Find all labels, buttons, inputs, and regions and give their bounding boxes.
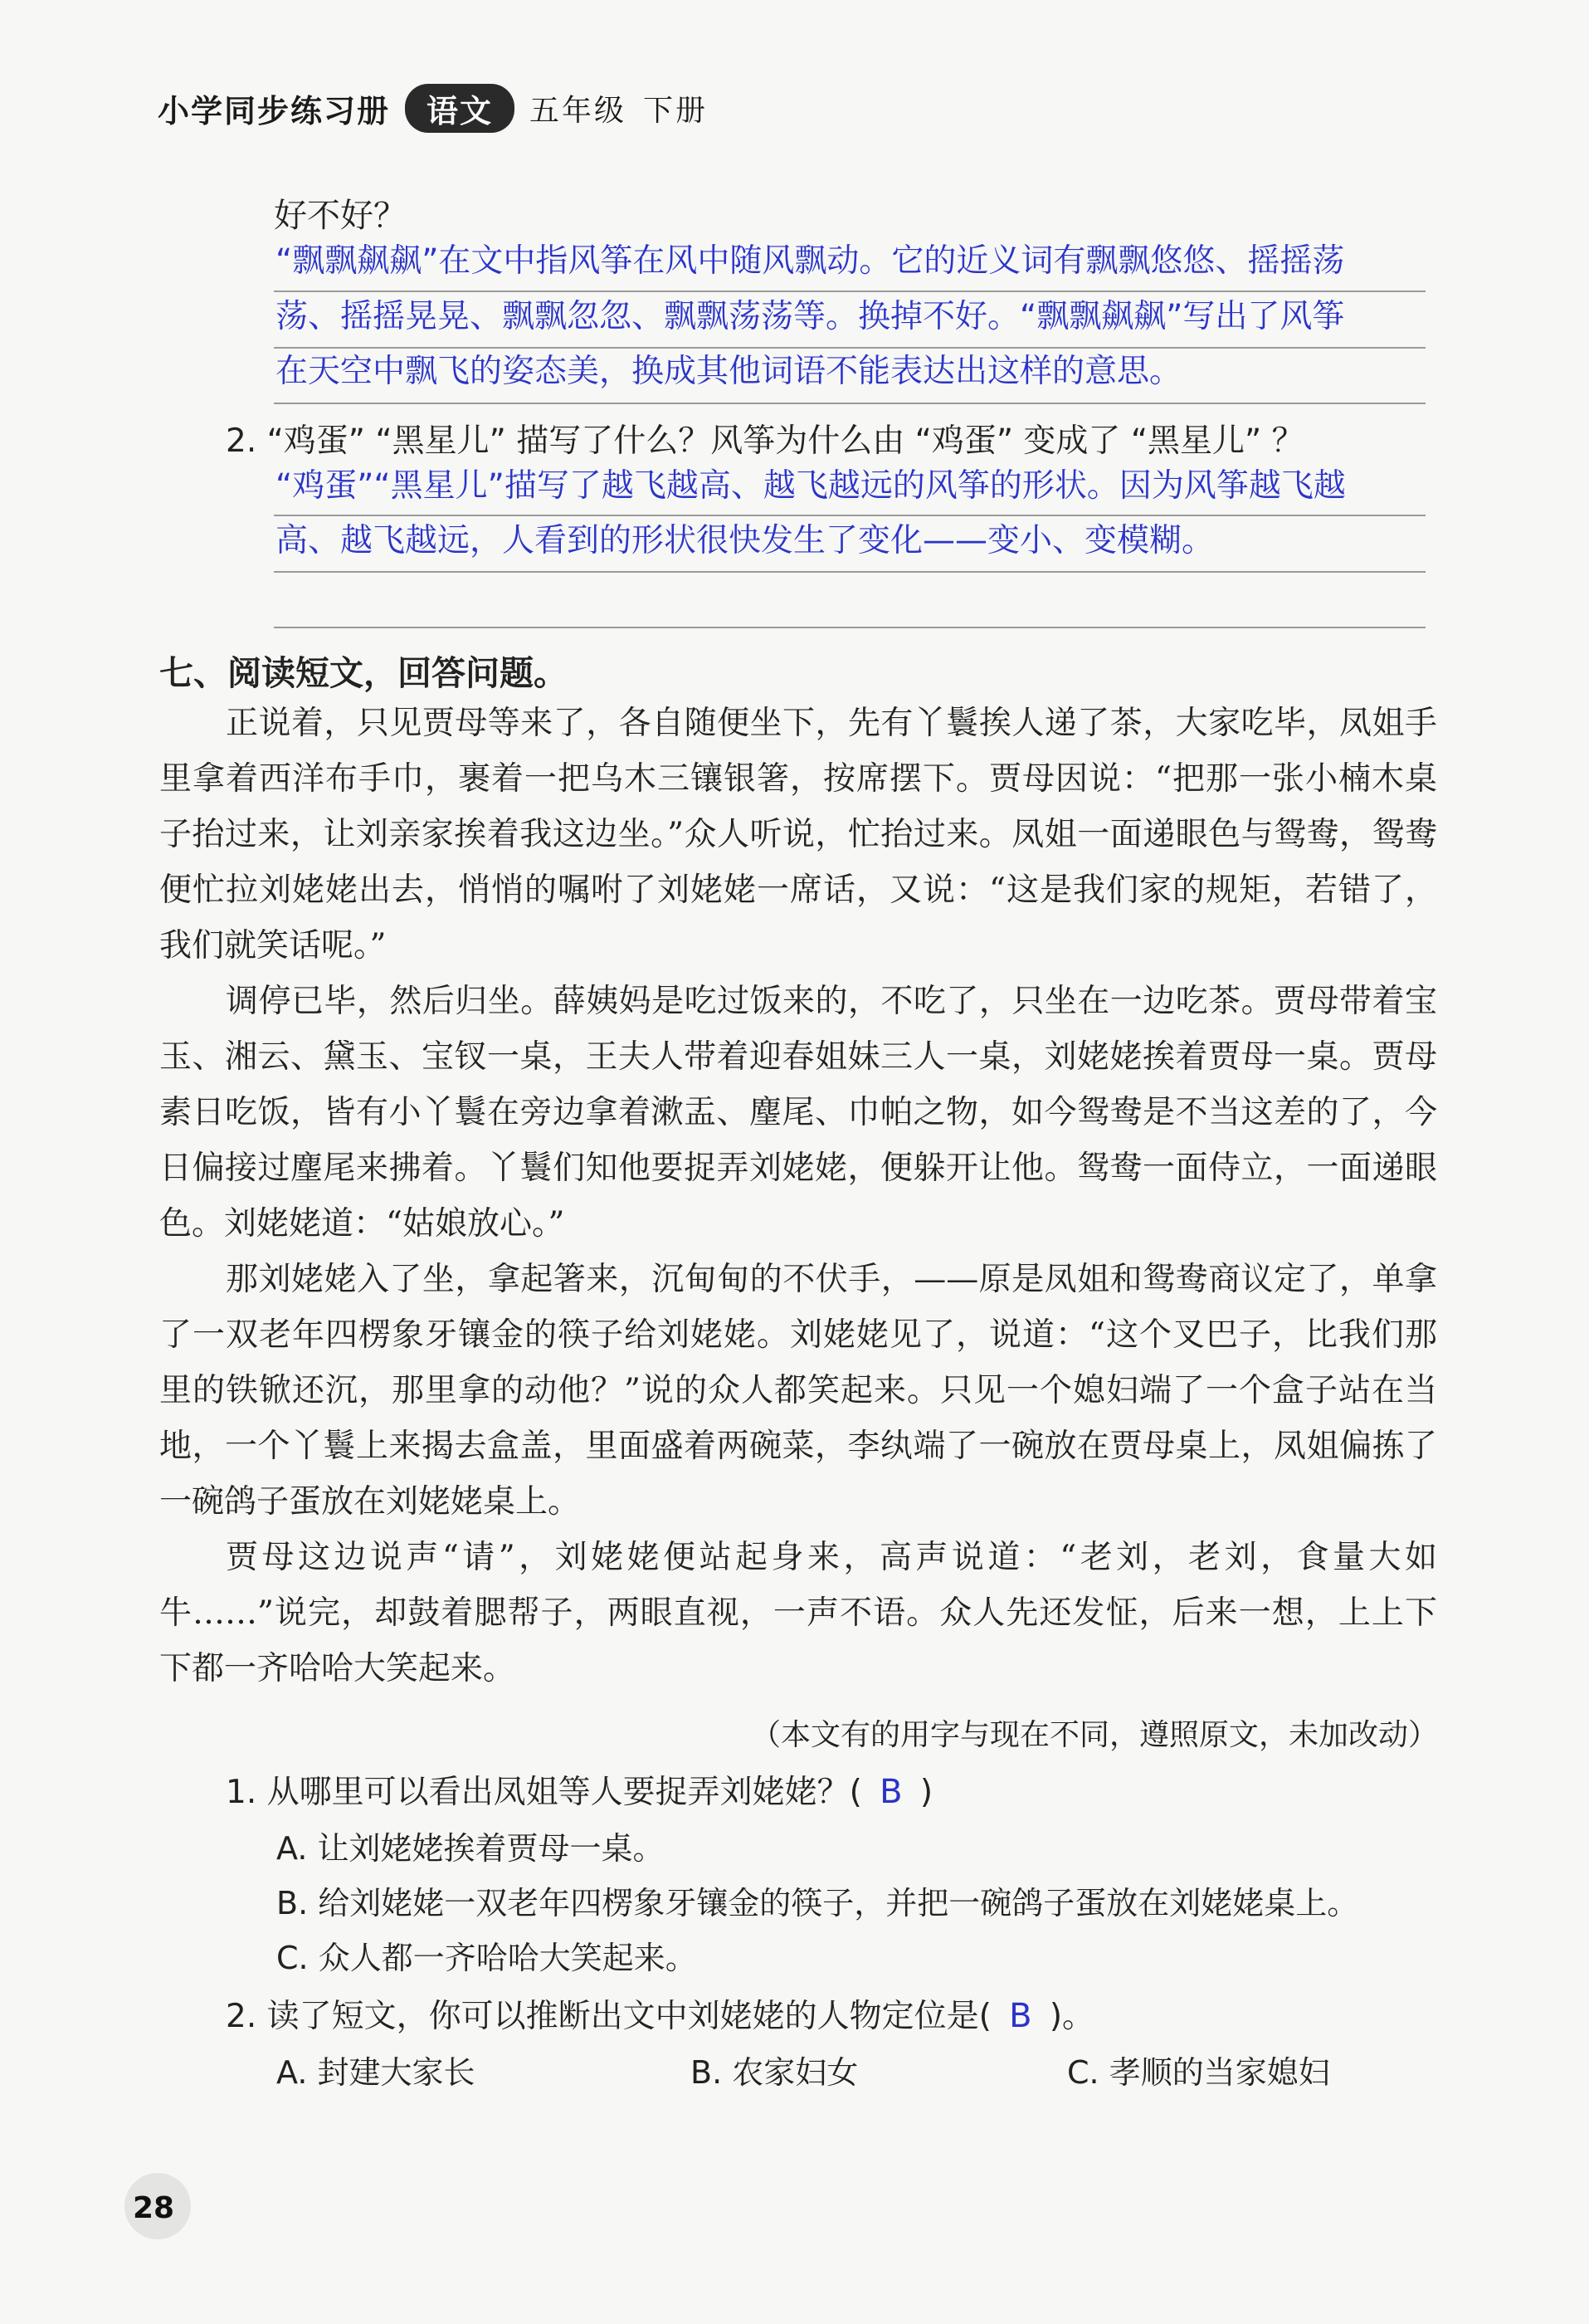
answer-line: “飘飘飙飙”在文中指风筝在风中随风飘动。它的近义词有飘飘悠悠、摇摇荡: [275, 242, 1345, 280]
question-2: [226, 1990, 1094, 2037]
source-note: （本文有的用字与现在不同，遵照原文，未加改动）: [750, 1718, 1438, 1752]
answer-line: “鸡蛋”“黑星儿”描写了越飞越高、越飞越远的风筝的形状。因为风筝越飞越: [275, 467, 1346, 505]
question-2-answer[interactable]: B: [1009, 1997, 1032, 2035]
answer-rule: [274, 403, 1426, 404]
prev-question-2: 2. “鸡蛋” “黑星儿” 描写了什么？风筝为什么由 “鸡蛋” 变成了 “黑星儿” ？: [226, 422, 1304, 460]
prev-question-tail: 好不好？: [274, 197, 407, 235]
question-1: [226, 1766, 933, 1813]
passage-paragraph: 那刘姥姥入了坐，拿起箸来，沉甸甸的不伏手，——原是凤姐和鸳鸯商议定了，单拿了一双老年四楞象牙镶金的筷子给刘姥姥。刘姥姥见了，说道：“这个叉巴子，比我们那里的铁锨还沉，那里拿的动他？”说的众人都笑起来。只见一个媳妇端了一个盒子站在当地，一个丫鬟上来揭去盒盖，里面盛着两碗菜，李纨端了一碗放在贾母桌上，凤姐偏拣了一碗鸽子蛋放在刘姥姥桌上。: [159, 1261, 1437, 1521]
answer-line: 荡、摇摇晃晃、飘飘忽忽、飘飘荡荡等。换掉不好。“飘飘飙飙”写出了风筝: [275, 298, 1345, 335]
question-2-option-a: A. 封建大家长: [276, 2054, 475, 2091]
answer-rule: [274, 290, 1426, 292]
page-header: [158, 83, 708, 133]
answer-rule: [274, 627, 1426, 628]
book-title: 小学同步练习册: [158, 92, 391, 129]
question-2-option-c: C. 孝顺的当家媳妇: [1067, 2054, 1330, 2091]
question-2-text: 2. 读了短文，你可以推断出文中刘姥姥的人物定位是(: [226, 1998, 992, 2035]
question-2-close: )。: [1049, 1998, 1095, 2035]
reading-passage: [159, 696, 1437, 1697]
section-title: 七、阅读短文，回答问题。: [159, 653, 568, 693]
question-2-option-b: B. 农家妇女: [690, 2054, 859, 2091]
page-number: 28: [133, 2191, 175, 2225]
answer-rule: [274, 571, 1426, 573]
answer-line: 在天空中飘飞的姿态美，换成其他词语不能表达出这样的意思。: [275, 353, 1182, 390]
answer-rule: [274, 515, 1426, 516]
grade-label: [529, 87, 708, 129]
question-1-option: C. 众人都一齐哈哈大笑起来。: [276, 1940, 697, 1976]
volume-text: 下册: [643, 93, 709, 128]
question-1-text: 1. 从哪里可以看出凤姐等人要捉弄刘姥姥？(: [226, 1774, 862, 1811]
answer-rule: [274, 347, 1426, 349]
subject-badge: 语文: [405, 84, 514, 133]
passage-paragraph: 正说着，只见贾母等来了，各自随便坐下，先有丫鬟挨人递了茶，大家吃毕，凤姐手里拿着西洋布手巾，裹着一把乌木三镶银箸，按席摆下。贾母因说：“把那一张小楠木桌子抬过来，让刘亲家挨着我这边坐。”众人听说，忙抬过来。凤姐一面递眼色与鸳鸯，鸳鸯便忙拉刘姥姥出去，悄悄的嘱咐了刘姥姥一席话，又说：“这是我们家的规矩，若错了，我们就笑话呢。”: [159, 705, 1437, 964]
answer-line: 高、越飞越远，人看到的形状很快发生了变化——变小、变模糊。: [275, 522, 1215, 559]
question-1-option: A. 让刘姥姥挨着贾母一桌。: [276, 1830, 665, 1867]
passage-paragraph: 贾母这边说声“请”，刘姥姥便站起身来，高声说道：“老刘，老刘，食量大如牛……”说完，却鼓着腮帮子，两眼直视，一声不语。众人先还发怔，后来一想，上上下下都一齐哈哈大笑起来。: [159, 1539, 1437, 1687]
question-1-answer[interactable]: B: [880, 1773, 903, 1811]
question-1-close: ): [919, 1774, 933, 1811]
grade-text: 五年级: [529, 93, 627, 128]
question-1-option: B. 给刘姥姥一双老年四楞象牙镶金的筷子，并把一碗鸽子蛋放在刘姥姥桌上。: [276, 1885, 1359, 1921]
passage-paragraph: 调停已毕，然后归坐。薛姨妈是吃过饭来的，不吃了，只坐在一边吃茶。贾母带着宝玉、湘云、黛玉、宝钗一桌，王夫人带着迎春姐妹三人一桌，刘姥姥挨着贾母一桌。贾母素日吃饭，皆有小丫鬟在旁边拿着漱盂、麈尾、巾帕之物，如今鸳鸯是不当这差的了，今日偏接过麈尾来拂着。丫鬟们知他要捉弄刘姥姥，便躲开让他。鸳鸯一面侍立，一面递眼色。刘姥姥道：“姑娘放心。”: [159, 983, 1437, 1243]
